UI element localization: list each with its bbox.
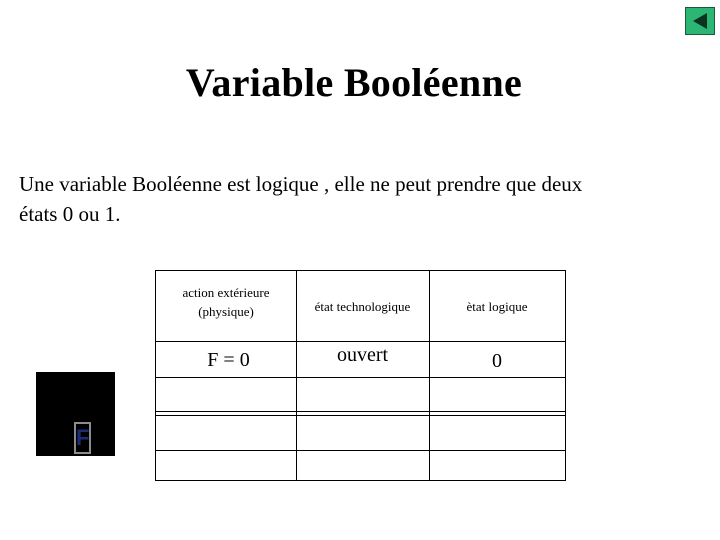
back-nav-button[interactable] bbox=[685, 7, 715, 35]
row-etat-logique: 0 bbox=[492, 350, 502, 372]
switch-key bbox=[74, 422, 91, 454]
switch-label: F bbox=[76, 425, 90, 450]
header-etat-techno: état technologique bbox=[314, 299, 411, 314]
table-divider bbox=[156, 450, 565, 451]
intro-line-2: états 0 ou 1. bbox=[19, 202, 121, 226]
back-arrow-icon bbox=[686, 8, 714, 34]
switch-illustration bbox=[36, 372, 115, 456]
intro-line-1: Une variable Booléenne est logique , elle ne peut prendre que deux bbox=[19, 172, 583, 196]
header-etat-logique: ètat logique bbox=[466, 299, 528, 314]
row-action: F = 0 bbox=[207, 349, 250, 371]
intro-paragraph bbox=[19, 169, 709, 229]
truth-table bbox=[155, 270, 566, 481]
page-title: Variable Booléenne bbox=[185, 60, 523, 105]
header-action-line2: (physique) bbox=[198, 304, 254, 319]
row-etat-techno: ouvert bbox=[336, 344, 389, 366]
table-divider bbox=[156, 341, 565, 342]
header-action-line1: action extérieure bbox=[182, 285, 270, 300]
table-divider bbox=[156, 377, 565, 378]
table-divider bbox=[156, 411, 565, 412]
table-divider bbox=[156, 415, 565, 416]
header-action bbox=[156, 283, 296, 321]
